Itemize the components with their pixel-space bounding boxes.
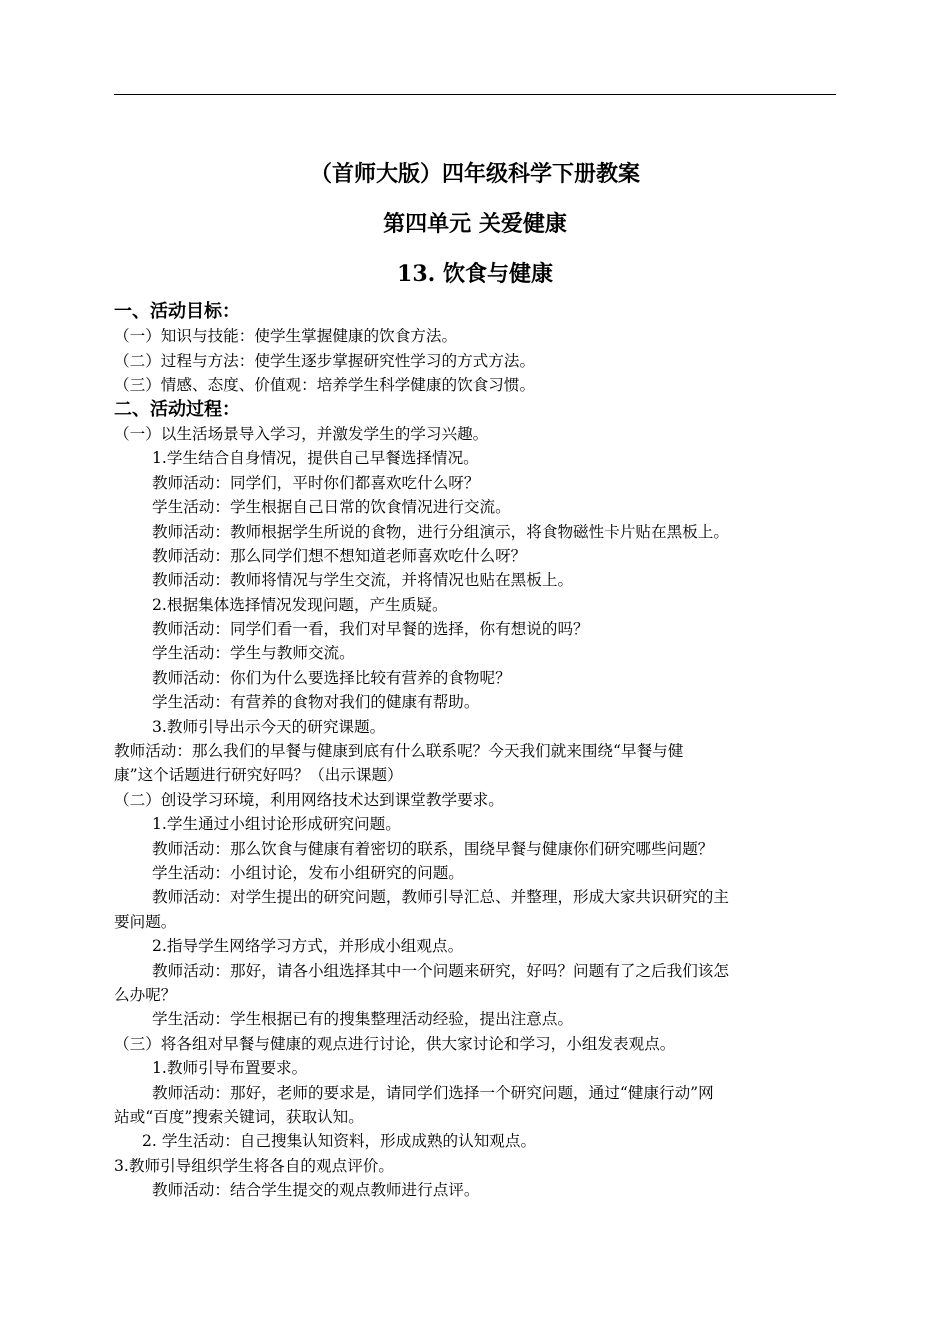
paragraph: 2.根据集体选择情况发现问题，产生质疑。 [152, 595, 448, 614]
section-heading-objectives: 一、活动目标： [114, 301, 240, 322]
paragraph: 3.教师引导组织学生将各自的观点评价。 [114, 1156, 394, 1175]
document-body [114, 300, 836, 1202]
paragraph: 教师活动：那好，请各小组选择其中一个问题来研究，好吗？问题有了之后我们该怎 [152, 961, 729, 980]
objective-item: （一）知识与技能：使学生掌握健康的饮食方法。 [114, 327, 458, 346]
paragraph: 学生活动：学生与教师交流。 [152, 644, 355, 663]
paragraph: 康”这个话题进行研究好吗？（出示课题） [114, 766, 403, 785]
unit-title: 第四单元 关爱健康 [383, 211, 567, 237]
paragraph: 2. 学生活动：自己搜集认知资料，形成成熟的认知观点。 [142, 1132, 537, 1151]
document-title: （首师大版）四年级科学下册教案 [309, 161, 640, 187]
paragraph: 3.教师引导出示今天的研究课题。 [152, 717, 386, 736]
paragraph: 1.教师引导布置要求。 [152, 1059, 308, 1078]
paragraph: 教师活动：教师根据学生所说的食物，进行分组演示，将食物磁性卡片贴在黑板上。 [152, 522, 729, 541]
lesson-title: 13. 饮食与健康 [397, 261, 553, 287]
part-title: （三）将各组对早餐与健康的观点进行讨论，供大家讨论和学习，小组发表观点。 [114, 1034, 676, 1053]
section-heading-process: 二、活动过程： [114, 398, 240, 420]
paragraph: 教师活动：结合学生提交的观点教师进行点评。 [152, 1181, 480, 1200]
paragraph: 教师活动：那么我们的早餐与健康到底有什么联系呢？今天我们就来围绕“早餐与健 [114, 742, 684, 761]
paragraph: 1.学生结合自身情况，提供自己早餐选择情况。 [152, 449, 479, 468]
paragraph: 学生活动：有营养的食物对我们的健康有帮助。 [152, 693, 480, 712]
paragraph: 教师活动：同学们，平时你们都喜欢吃什么呀？ [152, 473, 480, 492]
paragraph: 么办呢？ [114, 985, 177, 1004]
paragraph: 学生活动：小组讨论，发布小组研究的问题。 [152, 863, 464, 882]
paragraph: 教师活动：那好，老师的要求是，请同学们选择一个研究问题，通过“健康行动”网 [152, 1083, 714, 1102]
part-title: （一）以生活场景导入学习，并激发学生的学习兴趣。 [114, 424, 489, 443]
paragraph: 教师活动：那么饮食与健康有着密切的联系，围绕早餐与健康你们研究哪些问题？ [152, 839, 714, 858]
paragraph: 教师活动：那么同学们想不想知道老师喜欢吃什么呀？ [152, 546, 527, 565]
paragraph: 教师活动：教师将情况与学生交流，并将情况也贴在黑板上。 [152, 571, 574, 590]
paragraph: 站或“百度”搜索关键词，获取认知。 [114, 1107, 364, 1126]
header-rule [114, 94, 836, 95]
paragraph: 教师活动：你们为什么要选择比较有营养的食物呢？ [152, 668, 511, 687]
objective-item: （二）过程与方法：使学生逐步掌握研究性学习的方式方法。 [114, 351, 536, 370]
paragraph: 学生活动：学生根据已有的搜集整理活动经验，提出注意点。 [152, 1010, 574, 1029]
paragraph: 1.学生通过小组讨论形成研究问题。 [152, 815, 401, 834]
paragraph: 学生活动：学生根据自己日常的饮食情况进行交流。 [152, 498, 511, 517]
paragraph: 教师活动：对学生提出的研究问题，教师引导汇总、并整理，形成大家共识研究的主 [152, 888, 729, 907]
paragraph: 要问题。 [114, 912, 177, 931]
objective-item: （三）情感、态度、价值观：培养学生科学健康的饮食习惯。 [114, 376, 536, 395]
paragraph: 2.指导学生网络学习方式，并形成小组观点。 [152, 937, 464, 956]
paragraph: 教师活动：同学们看一看，我们对早餐的选择，你有想说的吗？ [152, 620, 589, 639]
part-title: （二）创设学习环境，利用网络技术达到课堂教学要求。 [114, 790, 504, 809]
